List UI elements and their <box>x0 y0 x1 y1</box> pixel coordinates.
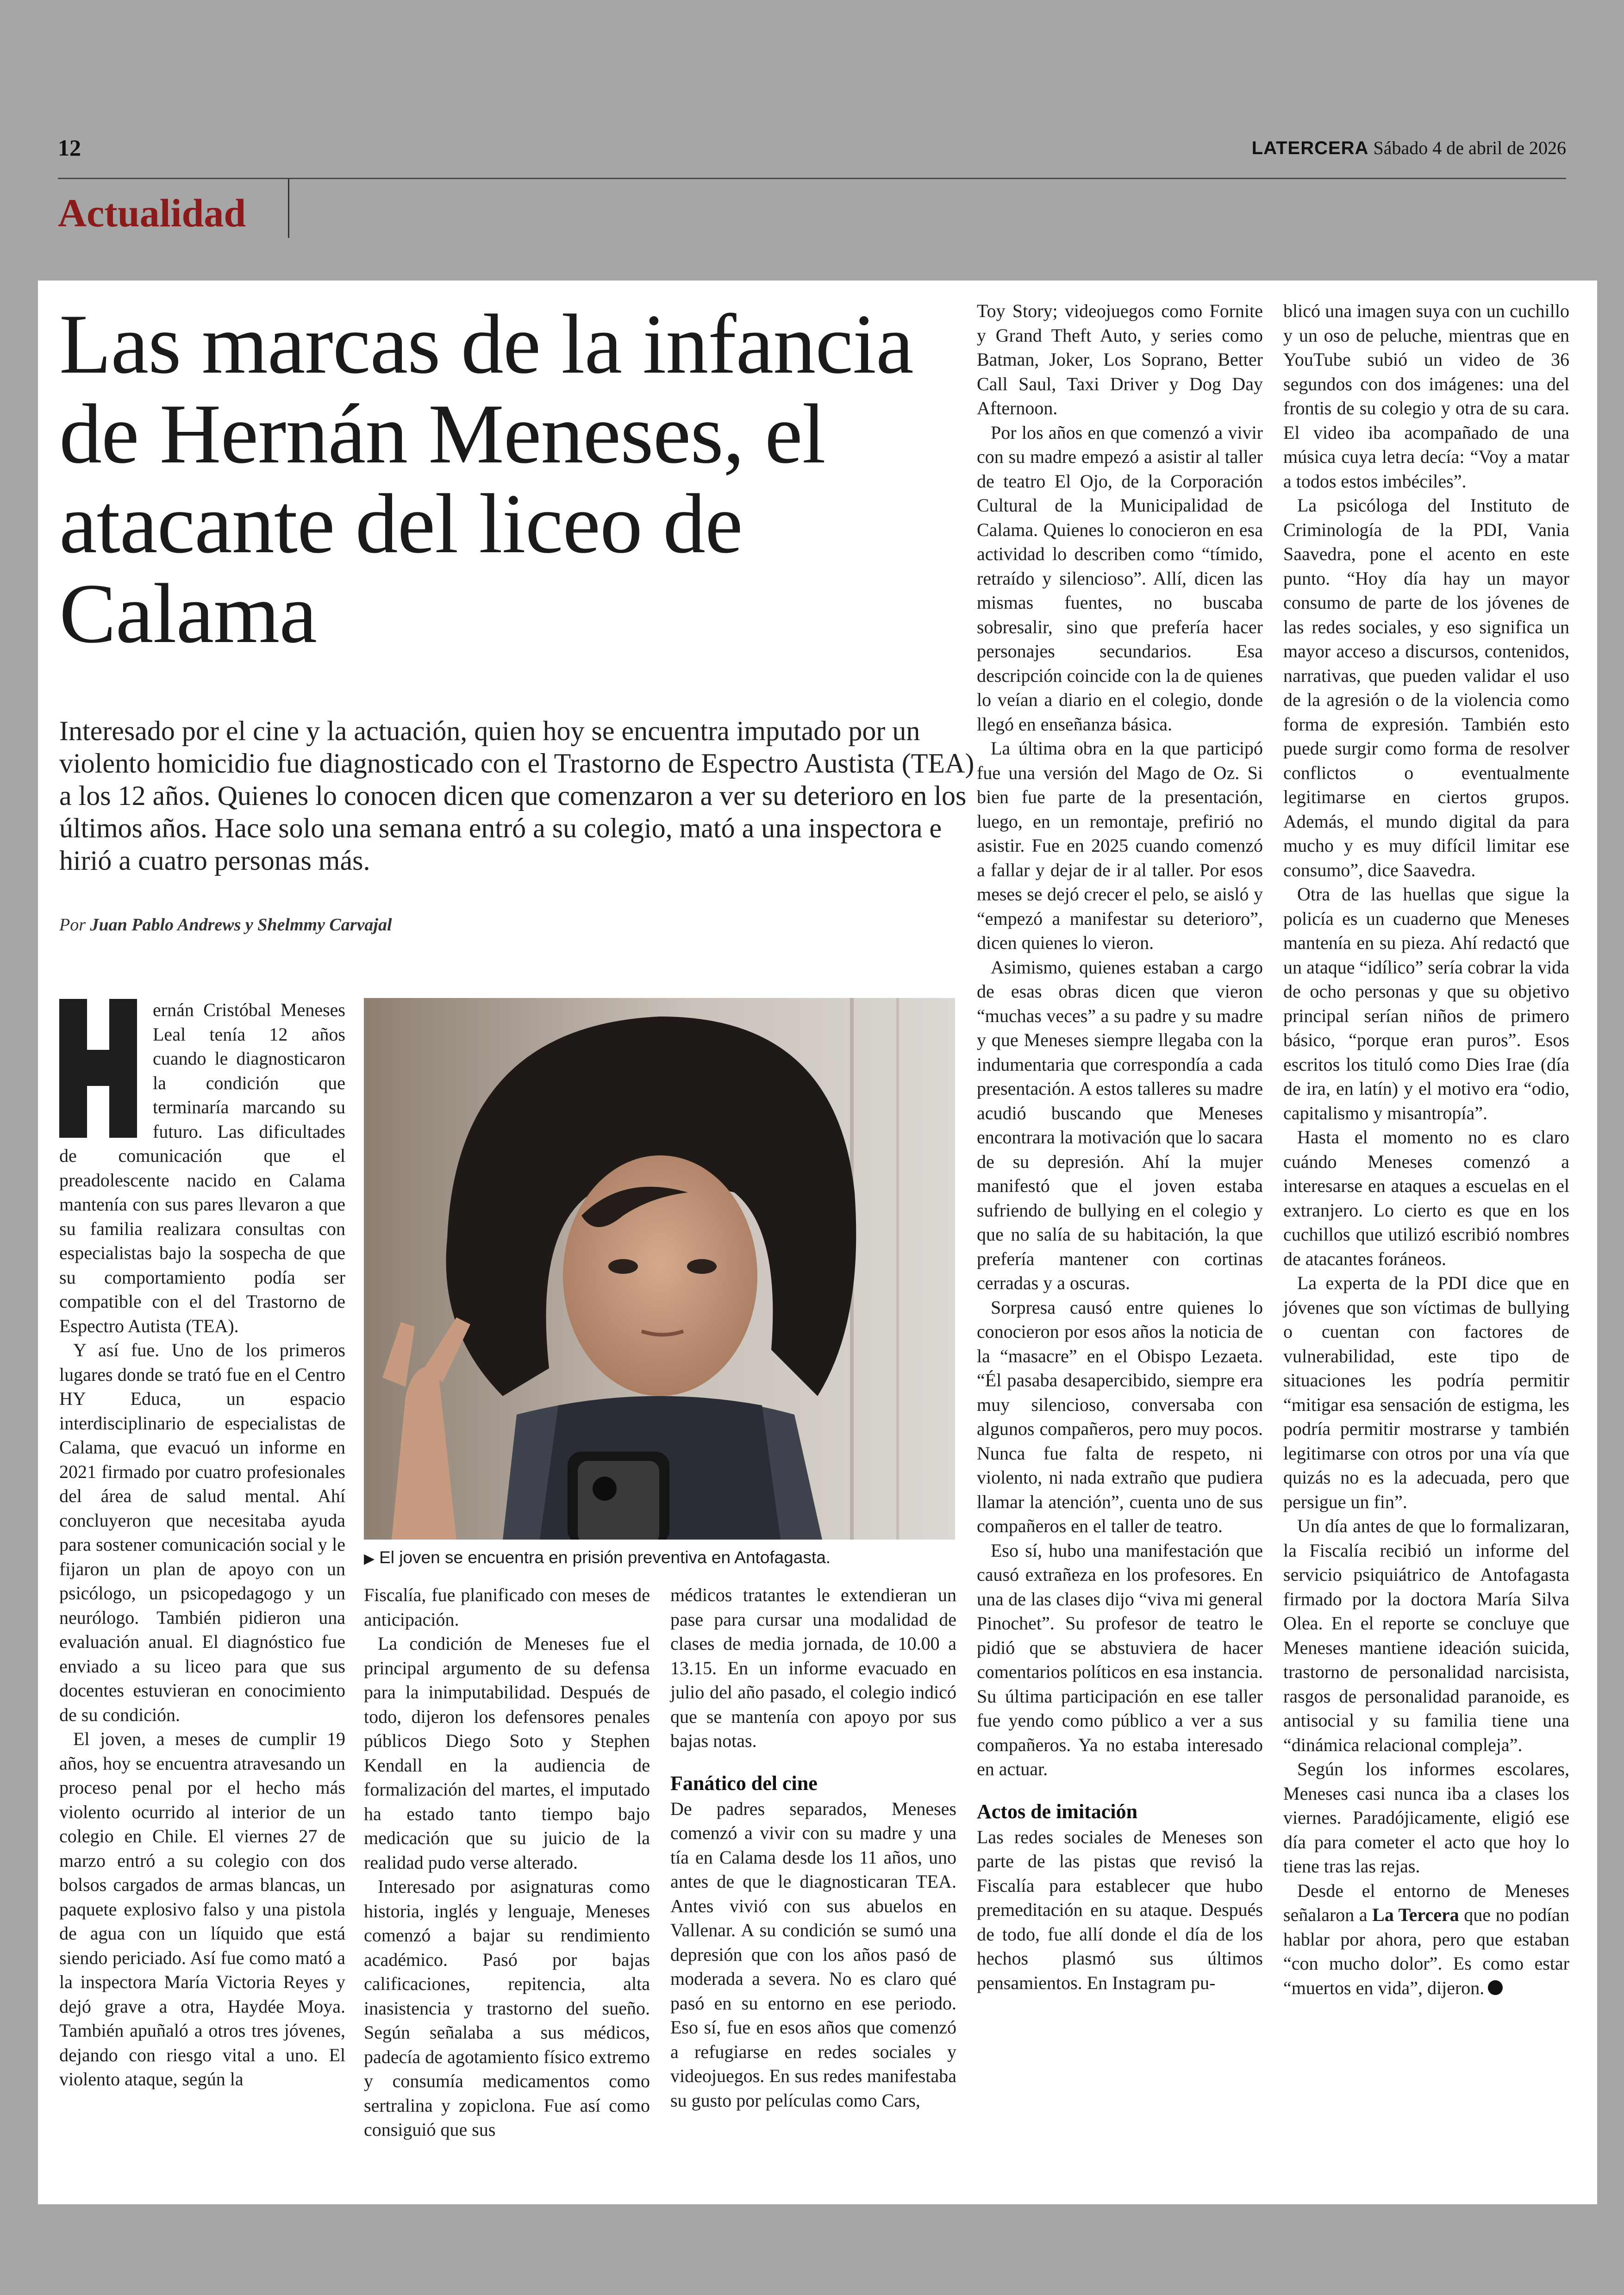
paragraph: La última obra en la que participó fue una versión del Mago de Oz. Si bien fue parte de la presentación, luego, en un remontaje, prefirió no asistir. Fue en 2025 cuando comenzó a fallar y dejar de ir al taller. Por esos meses se dejó crecer el pelo, se aisló y “empezó a manifestar su deterioro”, dicen quienes lo vieron. <box>977 738 1263 953</box>
article-column-1 <box>59 998 345 2092</box>
end-of-article-icon <box>1488 1980 1503 1995</box>
subhead-fanatico-del-cine: Fanático del cine <box>670 1771 818 1795</box>
masthead <box>1252 137 1566 159</box>
page-header <box>0 0 1624 278</box>
byline <box>59 915 392 935</box>
paragraph: Toy Story; videojuegos como Fornite y Grand Theft Auto, y series como Batman, Joker, Los Soprano, Better Call Saul, Taxi Driver y Dog Day Afternoon. <box>977 300 1263 418</box>
subhead-actos-de-imitacion: Actos de imitación <box>977 1800 1138 1823</box>
article-column-3 <box>670 1583 956 2113</box>
paragraph: Y así fue. Uno de los primeros lugares donde se trató fue en el Centro HY Educa, un espacio interdisciplinario de especialistas de Calama, que evacuó un informe en 2021 firmado por cuatro profesionales del área de salud mental. Ahí concluyeron que necesitaba ayuda para sostener comunicación social y le fijaron un plan de apoyo con un psicólogo, un psicopedagogo y un neurólogo. También pidieron una evaluación anual. El diagnóstico fue enviado a su liceo para que sus docentes estuvieran en conocimiento de su condición. <box>59 1340 345 1725</box>
paragraph: La condición de Meneses fue el principal argumento de su defensa para la inimputabilidad. Después de todo, dijeron los defensores penales públicos Diego Soto y Stephen Kendall en la audiencia de formalización del martes, el imputado ha estado tanto tiempo bajo medicación que su juicio de la realidad pudo verse alterado. <box>364 1633 650 1873</box>
caption-arrow-icon: ▶ <box>364 1551 375 1566</box>
closing-paragraph <box>1283 1879 1569 2001</box>
closing-text-a: Desde el entorno de Meneses señalaron a <box>1283 1880 1569 1925</box>
issue-date: Sábado 4 de abril de 2026 <box>1373 137 1566 158</box>
section-label: Actualidad <box>58 191 246 235</box>
portrait-photo <box>364 998 955 1540</box>
deck: Interesado por el cine y la actuación, quien hoy se encuentra imputado por un violento homicidio fue diagnosticado con el Trastorno de Espectro Austista (TEA) a los 12 años. Quienes lo conocen dicen que comenzaron a ver su deterioro en los últimos años. Hace solo una semana entró a su colegio, mató a una inspectora e hirió a cuatro personas más. <box>59 716 974 876</box>
article-column-5 <box>1283 299 1569 2000</box>
paragraph: Las redes sociales de Meneses son parte de las pistas que revisó la Fiscalía para establecer que hubo premeditación en su ataque. Después de todo, fue allí donde el día de los hechos plasmó sus últimos pensamientos. En Instagram pu- <box>977 1826 1263 1993</box>
closing-text-b: que no podían hablar por ahora, pero que estaban “con mucho dolor”. Es como estar “muertos en vida”, dijeron. <box>1283 1904 1570 1998</box>
paragraph: blicó una imagen suya con un cuchillo y un oso de peluche, mientras que en YouTube subió un video de 36 segundos con dos imágenes: una del frontis de su colegio y otra de su cara. El video iba acompañado de una música cuya letra decía: “Voy a matar a todos estos imbéciles”. <box>1283 300 1569 492</box>
paragraph: El joven, a meses de cumplir 19 años, hoy se encuentra atravesando un proceso penal por el hecho más violento ocurrido al interior de un colegio en Chile. El viernes 27 de marzo entró a su colegio con dos bolsos cargados de armas blancas, un paquete explosivo falso y una pistola de agua con un líquido que está siendo periciado. Así fue como mató a la inspectora María Victoria Reyes y dejó grave a otra, Haydée Moya. También apuñaló a otros tres jóvenes, dejando con riesgo vital a uno. El violento ataque, según la <box>59 1728 345 2089</box>
lead-paragraph: ernán Cristóbal Meneses Leal tenía 12 años cuando le diagnosticaron la condición que terminaría marcando su futuro. Las dificultades de comunicación que el preadolescente nacido en Calama mantenía con sus pares llevaron a que su familia realizara consultas con especialistas bajo la sospecha de que su comportamiento podía ser compatible con el del Trastorno de Espectro Autista (TEA). <box>59 999 345 1336</box>
paragraph: Otra de las huellas que sigue la policía es un cuaderno que Meneses mantenía en su pieza. Ahí redactó que un ataque “idílico” sería cobrar la vida de ocho personas y que su objetivo principal serían niños de primero básico, “porque eran puros”. Esos escritos los tituló como Dies Irae (día de ira, en latín) y el motivo era “odio, capitalismo y misantropía”. <box>1283 884 1569 1123</box>
drop-cap-h <box>59 999 137 1138</box>
article-sheet <box>38 281 1597 2204</box>
paragraph: Sorpresa causó entre quienes lo conocieron por esos años la noticia de la “masacre” en el Obispo Lezaeta. “Él pasaba desapercibido, siempre era muy silencioso, conversaba con algunos compañeros, pero muy pocos. Nunca fue falta de respeto, ni violento, ni nada extraño que pudiera llamar la atención”, cuenta uno de sus compañeros en el taller de teatro. <box>977 1297 1263 1536</box>
paragraph: Por los años en que comenzó a vivir con su madre empezó a asistir al taller de teatro El Ojo, de la Corporación Cultural de la Municipalidad de Calama. Quienes lo conocieron en esa actividad lo describen como “tímido, retraído y silencioso”. Allí, dicen las mismas fuentes, no buscaba sobresalir, sino que prefería hacer personajes secundarios. Esa descripción coincide con la de quienes lo veían a diario en el colegio, donde llegó en enseñanza básica. <box>977 422 1263 735</box>
paragraph: Asimismo, quienes estaban a cargo de esas obras dicen que vieron “muchas veces” a su padre y su madre y que Meneses siempre llegaba con la indumentaria que correspondía a cada presentación. A estos talleres su madre acudió buscando que Meneses encontrara la motivación que lo sacara de su depresión. Ahí la mujer manifestó que el joven estaba sufriendo de bullying en el colegio y que no salía de su habitación, la que prefería mantener con cortinas cerradas y a oscuras. <box>977 956 1263 1293</box>
paragraph: La psicóloga del Instituto de Criminología de la PDI, Vania Saavedra, pone el acento en este punto. “Hoy día hay un mayor consumo de parte de los jóvenes de las redes sociales, y eso significa un mayor acceso a discursos, contenidos, narrativas, que pueden validar el uso de la agresión o de la violencia como forma de expresión. También esto puede surgir como forma de resolver conflictos o eventualmente legitimarse en ciertos grupos. Además, el mundo digital da para mucho y es muy difícil limitar ese consumo”, dice Saavedra. <box>1283 495 1569 880</box>
article-column-2 <box>364 1583 650 2142</box>
paragraph: Hasta el momento no es claro cuándo Meneses comenzó a interesarse en ataques a escuelas en el extranjero. Lo cierto es que en los cuchillos que utilizó escribió nombres de atacantes foráneos. <box>1283 1127 1569 1269</box>
paragraph: Un día antes de que lo formalizaran, la Fiscalía recibió un informe del servicio psiquiátrico de Antofagasta firmado por la doctora María Silva Olea. En el reporte se concluye que Meneses mantiene ideación suicida, trastorno de personalidad narcisista, rasgos de personalidad paranoide, es antisocial y su familia tiene una “dinámica relacional compleja”. <box>1283 1515 1569 1755</box>
byline-prefix: Por <box>59 915 86 935</box>
paragraph: Fiscalía, fue planificado con meses de anticipación. <box>364 1584 650 1630</box>
paragraph: Interesado por asignaturas como historia, inglés y lenguaje, Meneses comenzó a bajar su rendimiento académico. Pasó por bajas calificaciones, repitencia, alta inasistencia y trastorno del sueño. Según señalaba a sus médicos, padecía de agotamiento físico extremo y consumía medicamentos como sertralina y zopiclona. Fue así como consiguió que sus <box>364 1876 650 2140</box>
paragraph: De padres separados, Meneses comenzó a vivir con su madre y una tía en Calama desde los 11 años, uno antes de que le diagnosticaran TEA. Antes vivió con sus abuelos en Vallenar. A su condición se sumó una depresión que con los años pasó de moderada a severa. No es claro qué pasó en su entorno en ese periodo. Eso sí, fue en esos años que comenzó a refugiarse en redes sociales y videojuegos. En sus redes manifestaba su gusto por películas como Cars, <box>670 1798 956 2111</box>
headline: Las marcas de la infancia de Hernán Meneses, el atacante del liceo de Calama <box>59 297 913 661</box>
paragraph: La experta de la PDI dice que en jóvenes que son víctimas de bullying o cuentan con factores de vulnerabilidad, este tipo de situaciones les podría permitir “mitigar esa sensación de estigma, les podría permitir mostrarse y también legitimarse con otros por una vía que quizás no es la adecuada, pero que persigue un fin”. <box>1283 1272 1569 1512</box>
page-number: 12 <box>58 135 81 161</box>
byline-authors: Juan Pablo Andrews y Shelmmy Carvajal <box>90 915 392 935</box>
photo-caption <box>364 1548 956 1567</box>
section-divider <box>288 179 289 238</box>
article-column-4 <box>977 299 1263 1995</box>
header-rule <box>58 178 1566 179</box>
paragraph: médicos tratantes le extendieran un pase para cursar una modalidad de clases de media jornada, de 10.00 a 13.15. En un informe evacuado en julio del año pasado, el colegio indicó que se mantenía con apoyo por sus bajas notas. <box>670 1584 956 1751</box>
brand-mention: La Tercera <box>1372 1904 1459 1925</box>
paragraph: Según los informes escolares, Meneses casi nunca iba a clases los viernes. Paradójicamente, eligió ese día para cometer el acto que hoy lo tiene tras las rejas. <box>1283 1759 1569 1877</box>
caption-text: El joven se encuentra en prisión preventiva en Antofagasta. <box>379 1548 831 1567</box>
newspaper-brand: LATERCERA <box>1251 138 1369 158</box>
paragraph: Eso sí, hubo una manifestación que causó extrañeza en los profesores. En una de las clases dijo “viva mi general Pinochet”. Su profesor de teatro le pidió que se abstuviera de hacer comentarios políticos en esa instancia. Su última participación en ese taller fue yendo como público a ver a sus compañeros. Ya no estaba interesado en actuar. <box>977 1540 1263 1779</box>
